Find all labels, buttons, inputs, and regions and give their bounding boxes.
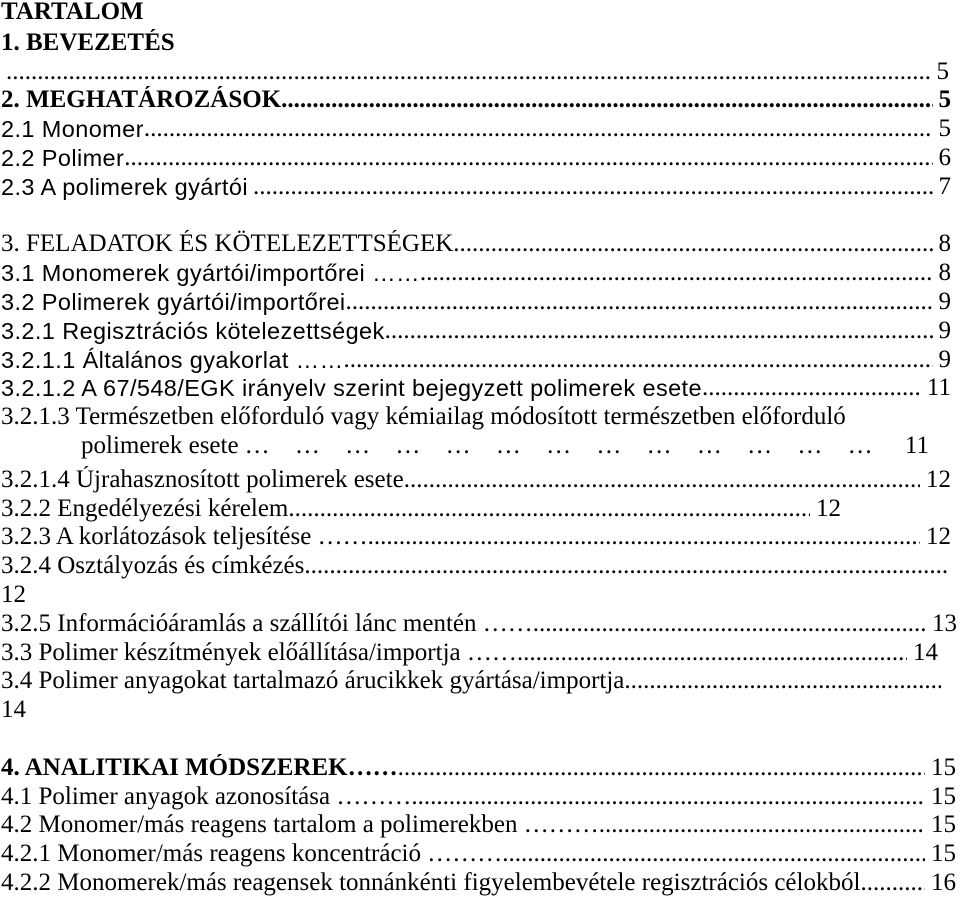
dot-leader xyxy=(144,115,933,144)
dot-leader xyxy=(124,144,932,173)
entry-title: 2. MEGHATÁROZÁSOK xyxy=(1,86,282,114)
toc-entry xyxy=(1,495,841,524)
toc-entry xyxy=(1,811,956,840)
toc-entry xyxy=(1,288,951,317)
dot-leader xyxy=(343,346,932,375)
page-number: 12 xyxy=(816,494,841,522)
page-number: 8 xyxy=(938,259,951,287)
page-number: 11 xyxy=(904,431,929,459)
dot-leader xyxy=(599,811,925,840)
toc-entry-page-line xyxy=(1,581,951,610)
dot-leader xyxy=(304,552,949,581)
page-number: 15 xyxy=(931,811,956,839)
entry-title: 3.2.1.1 Általános gyakorlat …… xyxy=(1,346,344,373)
dot-leader xyxy=(288,495,810,524)
page-number: 12 xyxy=(926,523,951,551)
page-number: 6 xyxy=(938,143,951,171)
entry-title: 3.4 Polimer anyagokat tartalmazó árucikkek gyártása/importja xyxy=(1,667,625,695)
dot-leader xyxy=(420,259,933,288)
dot-leader xyxy=(453,230,932,259)
page-number: 9 xyxy=(938,287,951,315)
dot-leader xyxy=(368,523,920,552)
toc-entry xyxy=(1,259,951,288)
toc-heading-row xyxy=(1,0,951,29)
dot-leader xyxy=(860,869,925,898)
page-number: 16 xyxy=(931,868,956,896)
page-number: 12 xyxy=(1,580,26,608)
blank-line xyxy=(1,725,960,754)
dot-leader xyxy=(385,317,933,346)
entry-title: 3.2.2 Engedélyezési kérelem xyxy=(1,494,289,522)
toc-entry xyxy=(1,403,951,432)
page-number: 5 xyxy=(936,57,949,85)
toc-entry xyxy=(1,610,957,639)
page-number: 5 xyxy=(938,86,951,114)
entry-title: 4.1 Polimer anyagok azonosítása ……… xyxy=(1,782,412,810)
dot-leader xyxy=(624,667,941,696)
entry-title: 3.2.3 A korlátozások teljesítése …… xyxy=(1,523,368,551)
entry-title: 3. FELADATOK ÉS KÖTELEZETTSÉGEK xyxy=(1,230,454,258)
entry-title: 3.2.4 Osztályozás és címkézés xyxy=(1,552,305,580)
page-number: 13 xyxy=(932,609,957,637)
page-number: 5 xyxy=(938,115,951,143)
dot-leader xyxy=(1,58,931,87)
toc-entry-leader-line xyxy=(1,58,949,87)
dot-leader xyxy=(533,610,926,639)
toc-heading: TARTALOM xyxy=(1,0,144,25)
dot-leader xyxy=(404,466,920,495)
entry-title: 3.2.1.4 Újrahasznosított polimerek esete xyxy=(1,465,404,493)
toc-entry xyxy=(1,29,951,58)
entry-title: 3.2.1 Regisztrációs kötelezettségek xyxy=(1,317,385,344)
dot-leader xyxy=(502,840,925,869)
page-number: 12 xyxy=(926,465,951,493)
blank-line xyxy=(1,202,960,231)
toc-entry xyxy=(1,552,949,581)
page-number: 15 xyxy=(931,840,956,868)
toc-entry xyxy=(1,173,951,202)
entry-title: 4. ANALITIKAI MÓDSZEREK…… xyxy=(1,753,398,781)
page-number: 7 xyxy=(938,172,951,200)
entry-title: 3.2 Polimerek gyártói/importőrei xyxy=(1,288,346,315)
entry-title-continuation: polimerek esete xyxy=(81,431,239,459)
dot-leader xyxy=(398,754,925,783)
dot-leader xyxy=(248,173,933,202)
toc-entry xyxy=(1,667,941,696)
toc-entry xyxy=(1,783,956,812)
page-number: 15 xyxy=(931,782,956,810)
page-number: 15 xyxy=(931,753,956,781)
toc-entry xyxy=(1,639,938,668)
entry-title: 3.2.1.2 A 67/548/EGK irányelv szerint bejegyzett polimerek esete xyxy=(1,375,702,402)
dot-leader xyxy=(702,374,921,403)
page-number: 14 xyxy=(1,696,26,724)
toc-entry xyxy=(1,840,956,869)
entry-title: 2.2 Polimer xyxy=(1,144,125,171)
dot-leader xyxy=(411,783,925,812)
page-number: 9 xyxy=(938,345,951,373)
page-number: 11 xyxy=(926,374,951,402)
toc-entry xyxy=(1,115,951,144)
ellipsis-leader xyxy=(239,432,899,461)
toc-entry xyxy=(1,86,951,115)
entry-title: 3.2.5 Információáramlás a szállítói lánc mentén …… xyxy=(1,609,533,637)
entry-title: 1. BEVEZETÉS xyxy=(1,28,175,56)
dot-leader xyxy=(281,86,932,115)
entry-title: 4.2.2 Monomerek/más reagensek tonnánkénti figyelembevétele regisztrációs célokból xyxy=(1,868,861,896)
dot-leader xyxy=(517,639,907,668)
toc-entry xyxy=(1,754,956,783)
entry-title: 3.1 Monomerek gyártói/importőrei …… xyxy=(1,260,420,287)
entry-title: 3.2.1.3 Természetben előforduló vagy kémiailag módosított természetben előforduló xyxy=(1,403,846,431)
toc-entry xyxy=(1,374,951,403)
page-number: 9 xyxy=(938,316,951,344)
toc-entry xyxy=(1,317,951,346)
toc-entry xyxy=(1,346,951,375)
toc-entry xyxy=(1,230,951,259)
toc-entry xyxy=(1,523,951,552)
entry-title: 3.3 Polimer készítmények előállítása/importja …… xyxy=(1,638,517,666)
toc-entry xyxy=(1,466,951,495)
page-number: 8 xyxy=(938,230,951,258)
dot-leader xyxy=(346,288,933,317)
page-number: 14 xyxy=(913,638,938,666)
toc-entry xyxy=(1,869,956,898)
toc-entry-page-line xyxy=(1,696,951,725)
toc-entry-continuation xyxy=(81,432,929,461)
entry-title: 4.2 Monomer/más reagens tartalom a polimerekben ……… xyxy=(1,811,599,839)
entry-title: 2.1 Monomer xyxy=(1,116,144,143)
entry-title: 4.2.1 Monomer/más reagens koncentráció ……… xyxy=(1,840,503,868)
toc-entry xyxy=(1,144,951,173)
entry-title: 2.3 A polimerek gyártói xyxy=(1,173,248,200)
